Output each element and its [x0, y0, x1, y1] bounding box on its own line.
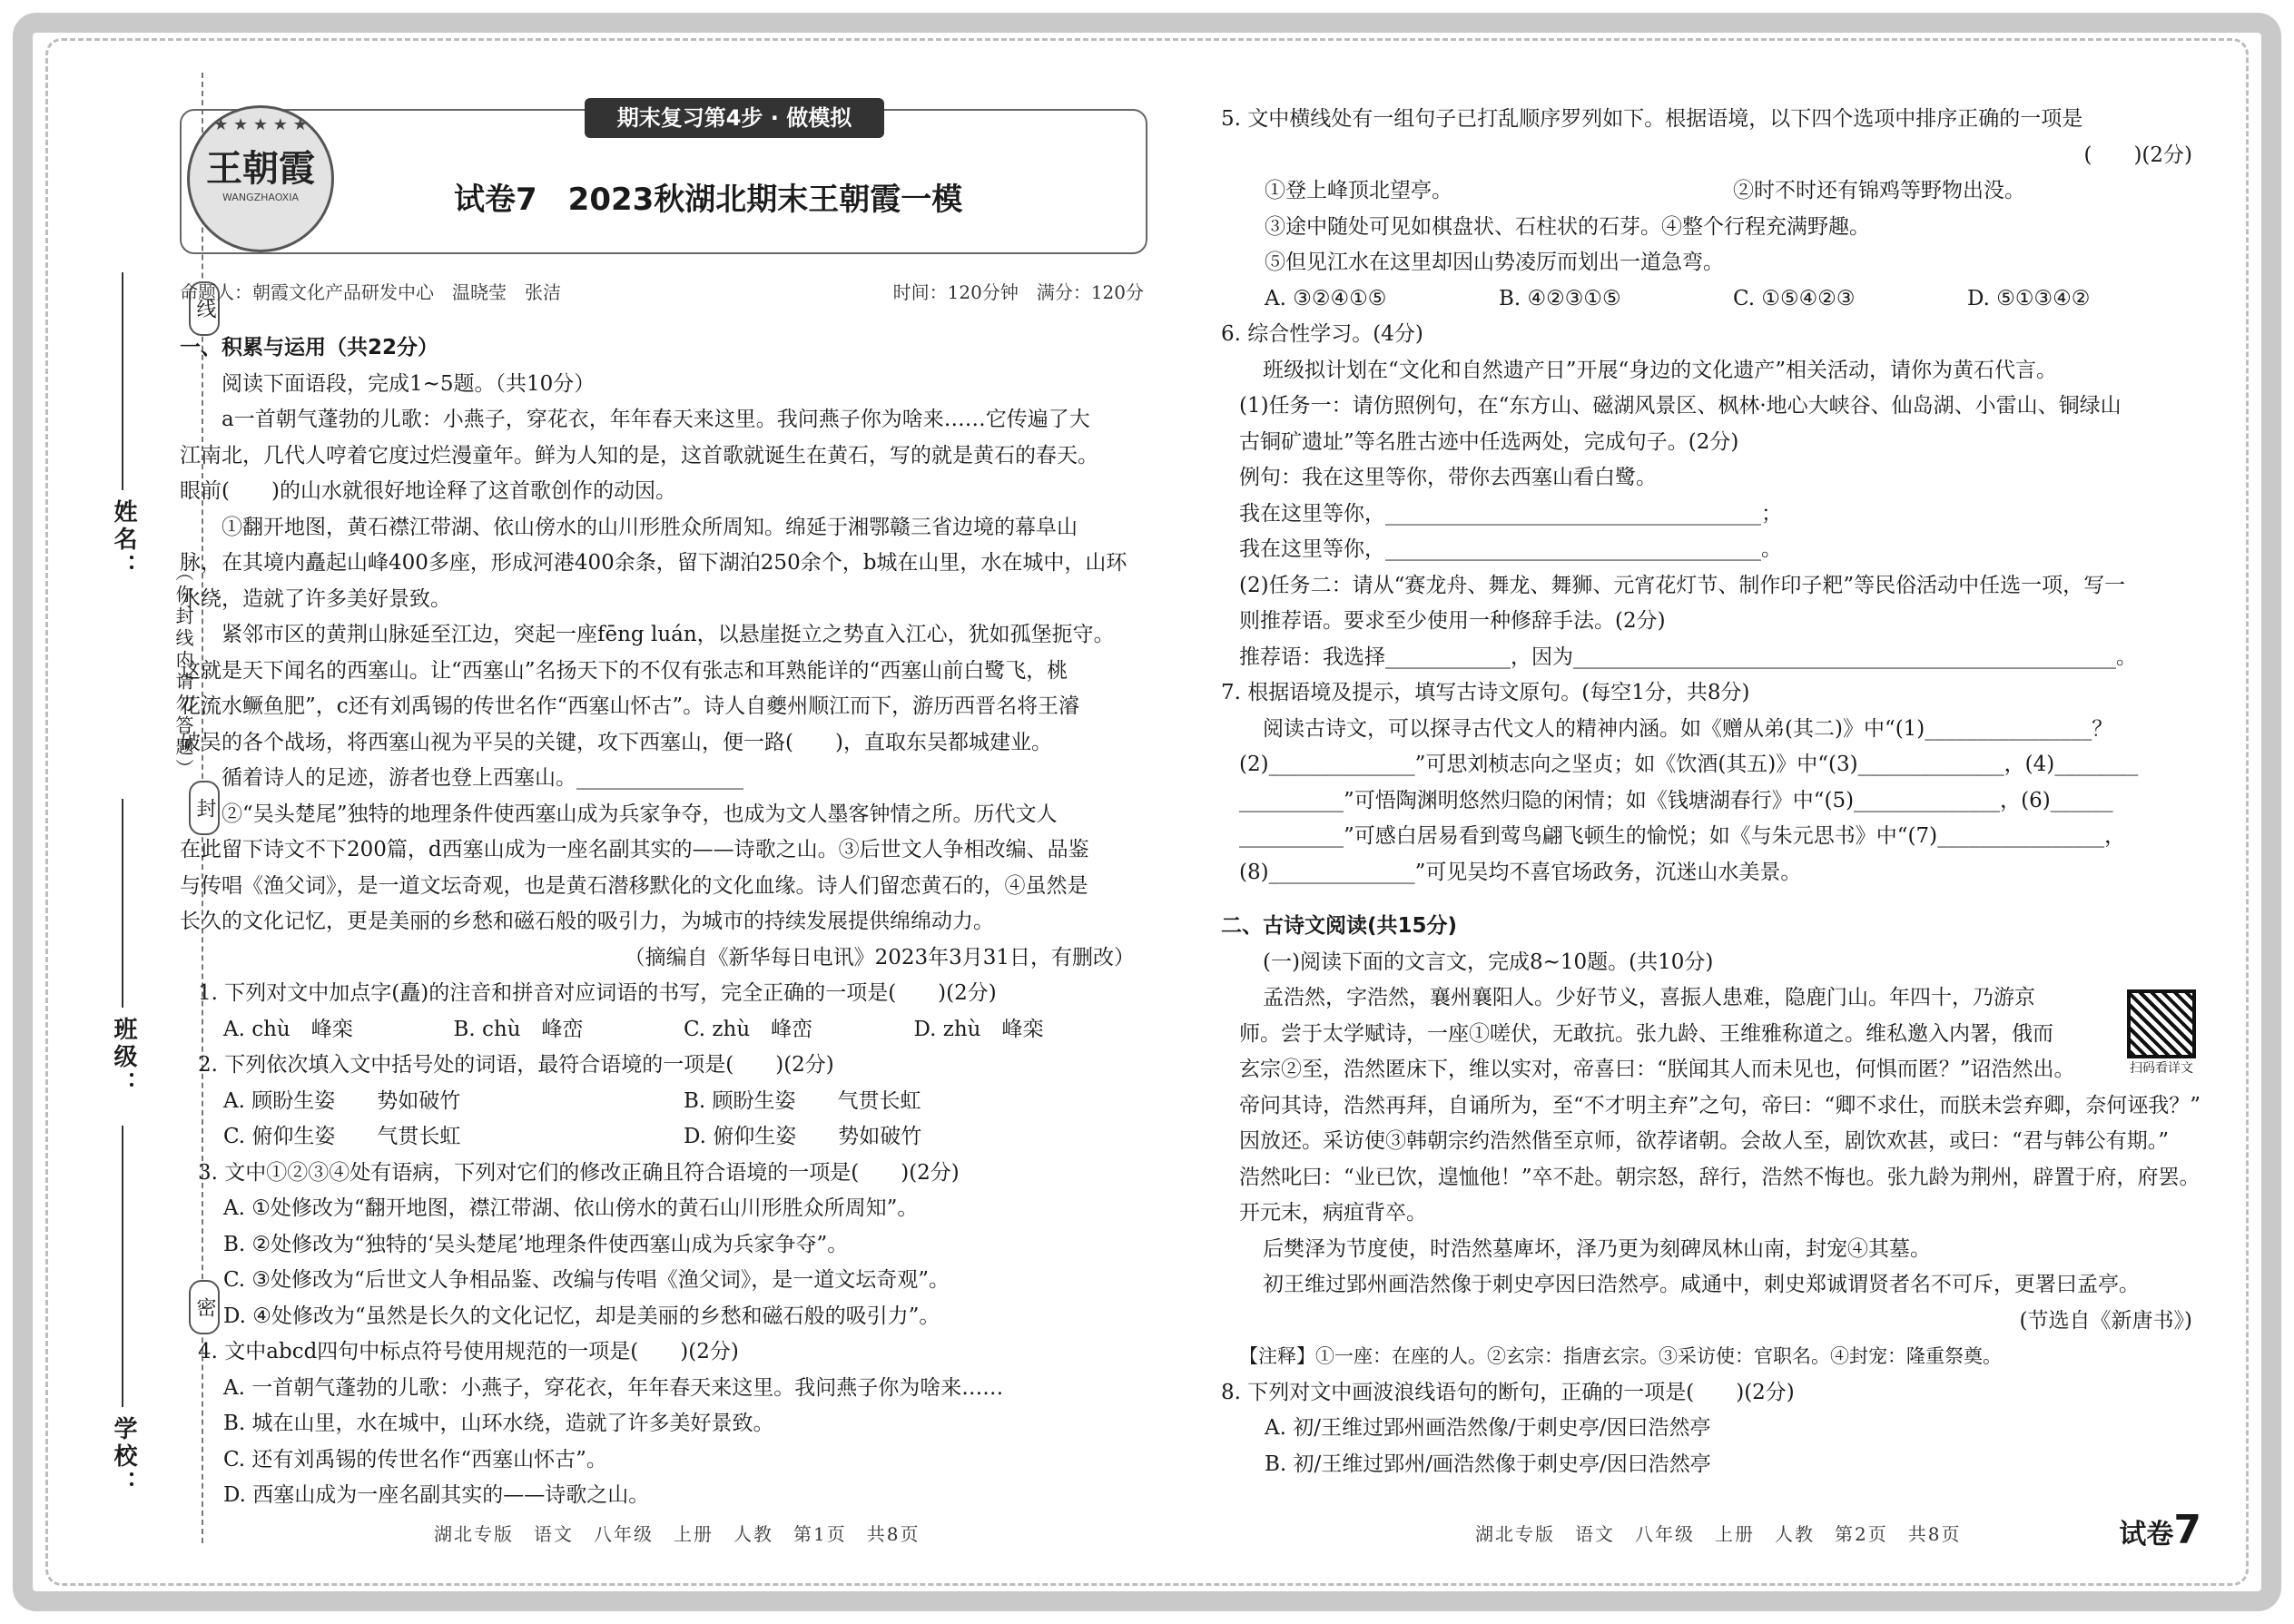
option-row [1221, 281, 2201, 318]
name-line [122, 272, 123, 490]
seal-mark-line: 线 [189, 281, 220, 336]
text-line: 紧邻市区的黄荆山脉延至江边，突起一座fēng luán，以悬崖挺立之势直入江心，犹如孤堡扼守。 [222, 623, 1115, 646]
school-line [122, 1126, 123, 1407]
text-line: 玄宗②至，浩然匿床下，维以实对，帝喜曰：“朕闻其人而未见也，何惧而匿？”诏浩然出。 [1239, 1058, 2075, 1081]
text-line: (2)______________”可思刘桢志向之坚贞；如《饮酒(其五)》中“(3)______________，(4)________ [1239, 753, 2139, 776]
paper-meta [180, 278, 1144, 304]
binding-margin [54, 73, 216, 1543]
authors: 命题人：朝霞文化产品研发中心 温晓莹 张洁 [180, 281, 561, 303]
option-item: A. 顾盼生姿 势如破竹 [223, 1088, 461, 1113]
paper-number: 7 [2173, 1507, 2201, 1553]
text-line: 我在这里等你，____________________________________； [1239, 501, 1782, 526]
option-item: C. ①⑤④②③ [1733, 286, 1856, 310]
text-line: 我在这里等你，____________________________________。 [1239, 537, 1782, 561]
text-line: B. 初/王维过郢州/画浩然像于刺史亭/因曰浩然亭 [1265, 1452, 1711, 1476]
text-line: A. 一首朝气蓬勃的儿歌：小燕子，穿花衣，年年春天来这里。我问燕子你为啥来…… [223, 1375, 1004, 1400]
page-footer-1: 湖北专版 语文 八年级 上册 人教 第1页 共8页 [434, 1523, 921, 1545]
source-note: （摘编自《新华每日电讯》2023年3月31日，有删改） [624, 945, 1135, 969]
option-item: A. chù 峰栾 [223, 1017, 353, 1041]
text-line: 江南北，几代人哼着它度过烂漫童年。鲜为人知的是，这首歌就诞生在黄石，写的就是黄石的春天。 [180, 443, 1098, 468]
paper-number-badge [2119, 1507, 2201, 1553]
text-line: 孟浩然，字浩然，襄州襄阳人。少好节义，喜振人患难，隐鹿门山。年四十，乃游京 [1263, 986, 2035, 1009]
text-line: 浩然叱曰：“业已饮，遑恤他！”卒不赴。朝宗怒，辞行，浩然不悔也。张九龄为荆州，辟置于府，府罢。 [1239, 1165, 2200, 1189]
option-item: ①登上峰顶北望亭。 [1265, 179, 1452, 202]
text-line: ①翻开地图，黄石襟江带湖、依山傍水的山川形胜众所周知。绵延于湘鄂赣三省边境的幕阜山 [222, 515, 1078, 539]
text-line: 初王维过郢州画浩然像于刺史亭因曰浩然亭。咸通中，刺史郑诚谓贤者名不可斥，更署曰孟亭。 [1263, 1273, 2140, 1296]
source-note: ( )(2分) [2083, 143, 2192, 167]
option-item: D. zhù 峰栾 [913, 1017, 1044, 1041]
name-label: 姓名： [110, 499, 137, 581]
school-label: 学校： [110, 1416, 137, 1498]
text-line: 推荐语：我选择____________，因为____________________________________________________。 [1239, 645, 2137, 669]
text-line: 2. 下列依次填入文中括号处的词语，最符合语境的一项是( )(2分) [198, 1053, 834, 1077]
text-line: 破吴的各个战场，将西塞山视为平吴的关键，攻下西塞山，便一路( )，直取东吴都城建业。 [180, 730, 1052, 754]
qr-code[interactable] [2122, 989, 2201, 1077]
text-line: ②“吴头楚尾”独特的地理条件使西塞山成为兵家争夺，也成为文人墨客钟情之所。历代文人 [222, 802, 1058, 826]
logo-text: 王朝霞 [206, 147, 315, 190]
text-line: (8)______________”可见吴均不喜官场政务，沉迷山水美景。 [1239, 860, 1802, 884]
text-line: 这就是天下闻名的西塞山。让“西塞山”名扬天下的不仅有张志和耳熟能详的“西塞山前白鹭飞，桃 [180, 658, 1068, 683]
text-line [1221, 891, 2201, 909]
text-line: 与传唱《渔父词》，是一道文坛奇观，也是黄石潜移默化的文化血缘。诗人们留恋黄石的，④虽然是 [180, 873, 1088, 898]
qr-label: 扫码看详文 [2130, 1061, 2193, 1076]
option-item: D. ⑤①③④② [1967, 286, 2091, 310]
option-item: D. 俯仰生姿 势如破竹 [684, 1125, 922, 1148]
seal-mark-secret: 密 [189, 1280, 220, 1334]
text-line: A. 初/王维过郢州画浩然像/于刺史亭/因曰浩然亭 [1265, 1416, 1711, 1440]
text-line: 长久的文化记忆，更是美丽的乡愁和磁石般的吸引力，为城市的持续发展提供绵绵动力。 [180, 910, 994, 933]
text-line: 后樊泽为节度使，时浩然墓庳坏，泽乃更为刻碑凤林山南，封宠④其墓。 [1263, 1236, 1931, 1261]
text-line: 循着诗人的足迹，游者也登上西塞山。________________ [222, 766, 743, 790]
option-item: B. 顾盼生姿 气贯长虹 [684, 1088, 921, 1113]
text-line: 班级拟计划在“文化和自然遗产日”开展“身边的文化遗产”相关活动，请你为黄石代言。 [1263, 358, 2058, 382]
option-item: ②时不时还有锦鸡等野物出没。 [1733, 179, 2025, 202]
class-line [122, 799, 123, 1008]
text-line: __________”可悟陶渊明悠然归隐的闲情；如《钱塘湖春行》中“(5)______________，(6)______ [1239, 788, 2113, 812]
text-line: __________”可感白居易看到莺鸟翩飞顿生的愉悦；如《与朱元思书》中“(7)________________， [1239, 824, 2126, 848]
left-content [180, 330, 1144, 1514]
text-line: 帝问其诗，浩然再拜，自诵所为，至“不才明主弃”之句，帝曰：“卿不求仕，而朕未尝弃卿，奈何诬我？” [1239, 1093, 2201, 1117]
right-content [1221, 102, 2201, 1482]
binding-notice: （你封线内请勿答题） [172, 563, 194, 781]
text-line: 6. 综合性学习。(4分) [1221, 322, 1423, 346]
text-line: C. ③处修改为“后世文人争相品鉴、改编与传唱《渔父词》，是一道文坛奇观”。 [223, 1268, 950, 1292]
text-line: 水绕，造就了许多美好景致。 [180, 586, 451, 611]
option-item: B. ④②③①⑤ [1499, 286, 1621, 310]
text-line: 阅读下面语段，完成1~5题。（共10分） [222, 371, 596, 396]
text-line: 1. 下列对文中加点字(矗)的注音和拼音对应词语的书写，完全正确的一项是( )(2分) [198, 981, 997, 1005]
option-row [180, 1084, 1144, 1120]
option-item: A. ③②④①⑤ [1265, 286, 1387, 310]
star-icon: ★ ★ ★ ★ ★ [213, 115, 308, 134]
text-line: A. ①处修改为“翻开地图，襟江带湖、依山傍水的黄石山川形胜众所周知”。 [223, 1196, 919, 1220]
text-line: 眼前( )的山水就很好地诠释了这首歌创作的动因。 [180, 479, 676, 503]
text-line: 古铜矿遗址”等名胜古迹中任选两处，完成句子。(2分) [1239, 429, 1739, 454]
text-line: a一首朝气蓬勃的儿歌：小燕子，穿花衣，年年春天来这里。我问燕子你为啥来……它传遍了大 [222, 408, 1090, 431]
section-heading: 一、积累与运用（共22分） [180, 336, 439, 359]
seal-mark-seal: 封 [189, 781, 220, 835]
text-line: 花流水鳜鱼肥”，c还有刘禹锡的传世名作“西塞山怀古”。诗人自夔州顺江而下，游历西晋名将王濬 [180, 694, 1080, 718]
text-line: 4. 文中abcd四句中标点符号使用规范的一项是( )(2分) [198, 1340, 739, 1363]
qr-code-icon [2127, 989, 2196, 1058]
logo-subtext: WANGZHAOXIA [222, 192, 299, 203]
text-line: (1)任务一：请仿照例句，在“东方山、磁湖风景区、枫林·地心大峡谷、仙岛湖、小雷山、铜绿山 [1239, 394, 2122, 418]
text-line: (2)任务二：请从“赛龙舟、舞龙、舞狮、元宵花灯节、制作印子粑”等民俗活动中任选一项，写一 [1239, 573, 2126, 597]
text-line: 阅读古诗文，可以探寻古代文人的精神内涵。如《赠从弟(其二)》中“(1)________________？ [1263, 716, 2113, 741]
class-label: 班级： [110, 1017, 137, 1098]
step-ribbon: 期末复习第4步 · 做模拟 [585, 98, 884, 138]
source-note: (节选自《新唐书》) [2019, 1308, 2192, 1333]
page-footer-2: 湖北专版 语文 八年级 上册 人教 第2页 共8页 [1475, 1523, 1962, 1545]
option-row [180, 1119, 1144, 1156]
text-line: 在此留下诗文不下200篇，d西塞山成为一座名副其实的——诗歌之山。③后世文人争相改编、品鉴 [180, 838, 1089, 861]
option-row [180, 1012, 1144, 1048]
text-line: 8. 下列对文中画波浪线语句的断句，正确的一项是( )(2分) [1221, 1380, 1795, 1404]
text-line: 开元末，病疽背卒。 [1239, 1201, 1427, 1225]
time-score: 时间：120分钟 满分：120分 [892, 281, 1144, 303]
text-line: D. ④处修改为“虽然是长久的文化记忆，却是美丽的乡愁和磁石般的吸引力”。 [223, 1304, 940, 1328]
text-line: C. 还有刘禹锡的传世名作“西塞山怀古”。 [223, 1447, 607, 1471]
paper-header [180, 105, 1147, 254]
text-line: (一)阅读下面的文言文，完成8~10题。(共10分) [1263, 950, 1714, 974]
text-line: 5. 文中横线处有一组句子已打乱顺序罗列如下。根据语境，以下四个选项中排序正确的一项是 [1221, 107, 2083, 131]
text-line: B. 城在山里，水在城中，山环水绕，造就了许多美好景致。 [223, 1412, 774, 1435]
text-line: 3. 文中①②③④处有语病，下列对它们的修改正确且符合语境的一项是( )(2分) [198, 1160, 960, 1185]
text-line: ⑤但见江水在这里却因山势凌厉而划出一道急弯。 [1265, 251, 1724, 274]
text-line: 因放还。采访使③韩朝宗约浩然偕至京师，欲荐诸朝。会故人至，剧饮欢甚，或曰：“君与韩公有期。” [1239, 1129, 2170, 1153]
text-line: 师。尝于太学赋诗，一座①嗟伏，无敢抗。张九龄、王维雅称道之。维私邀入内署，俄而 [1239, 1021, 2053, 1046]
paper-label: 试卷 [2119, 1519, 2174, 1550]
section-heading: 二、古诗文阅读(共15分) [1221, 914, 1458, 938]
option-item: C. 俯仰生姿 气贯长虹 [223, 1125, 461, 1148]
brand-logo [187, 105, 334, 252]
text-line: 例句：我在这里等你，带你去西塞山看白鹭。 [1239, 466, 1657, 489]
paper-title: 试卷7 2023秋湖北期末王朝霞一模 [454, 182, 963, 218]
text-line: 则推荐语。要求至少使用一种修辞手法。(2分) [1239, 609, 1666, 633]
option-row [1221, 173, 2201, 210]
option-item: C. zhù 峰峦 [684, 1017, 813, 1041]
text-line: 【注释】①一座：在座的人。②玄宗：指唐玄宗。③采访使：官职名。④封宠：隆重祭奠。 [1239, 1345, 2002, 1367]
text-line: ③途中随处可见如棋盘状、石柱状的石芽。④整个行程充满野趣。 [1265, 214, 1870, 239]
text-line: 7. 根据语境及提示，填写古诗文原句。(每空1分，共8分) [1221, 681, 1750, 704]
text-line: 脉，在其境内矗起山峰400多座，形成河港400余条，留下湖泊250余个，b城在山里，水在城中，山环 [180, 551, 1127, 575]
text-line: B. ②处修改为“独特的‘吴头楚尾’地理条件使西塞山成为兵家争夺”。 [223, 1232, 849, 1256]
text-line: D. 西塞山成为一座名副其实的——诗歌之山。 [223, 1483, 650, 1507]
option-item: B. chù 峰峦 [453, 1017, 584, 1041]
